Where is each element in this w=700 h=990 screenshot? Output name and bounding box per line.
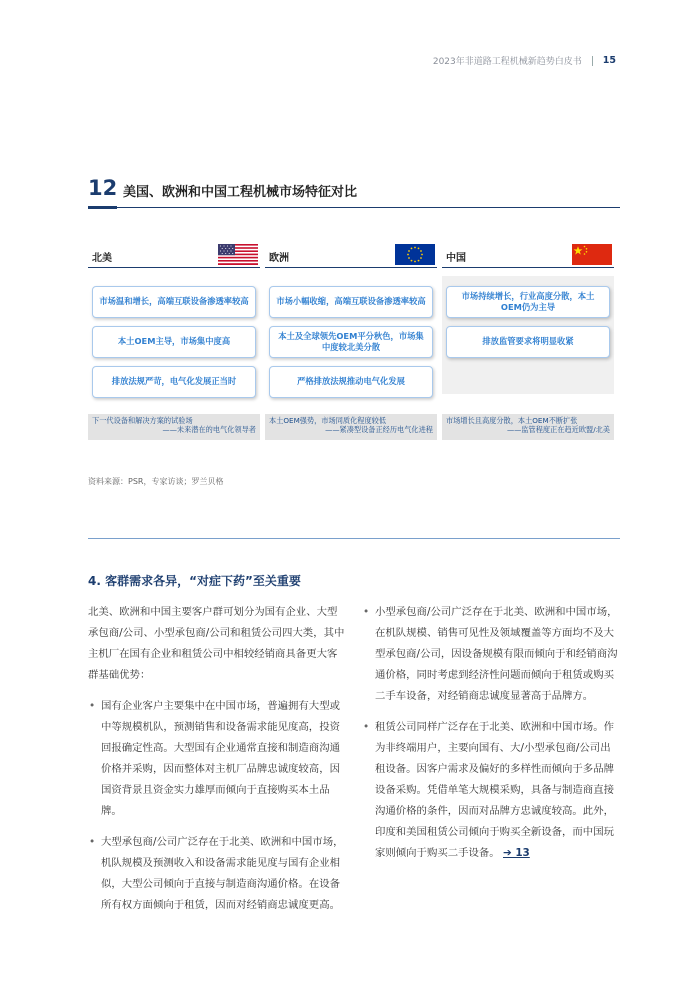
bullet-dot: • xyxy=(363,606,370,618)
eu-flag-icon xyxy=(395,244,435,265)
us-flag-icon xyxy=(218,244,258,265)
bullet-item xyxy=(88,696,346,822)
page-number: 15 xyxy=(602,55,616,66)
figure-title: 美国、欧洲和中国工程机械市场特征对比 xyxy=(123,185,358,200)
bullet-dot: • xyxy=(89,700,96,712)
intro-paragraph: 北美、欧洲和中国主要客户群可划分为国有企业、大型承包商/公司、小型承包商/公司和租赁公司四大类，其中主机厂在国有企业和租赁公司中相较经销商具备更大客群基础优势： xyxy=(88,606,345,681)
china-flag-icon xyxy=(572,244,612,265)
section-divider xyxy=(88,538,620,539)
column-label: 中国 xyxy=(446,253,466,264)
bullet-item xyxy=(362,602,620,707)
body-column-left xyxy=(88,602,346,926)
column-label: 欧洲 xyxy=(269,253,289,264)
report-title: 2023年非道路工程机械新趋势白皮书 xyxy=(432,57,582,67)
figure-number-underline xyxy=(88,206,117,209)
feature-card: 排放监管要求将明显收紧 xyxy=(446,326,610,358)
bullet-text: 小型承包商/公司广泛存在于北美、欧洲和中国市场，在机队规模、销售可见性及领域覆盖等方面均不及大型承包商/公司，因设备规模有限而倾向于和经销商沟通价格，同时考虑到经济性问题而倾向于租赁或购买二手车设备，对经销商忠诚度显著高于品牌方。 xyxy=(375,606,618,702)
bullet-text: 租赁公司同样广泛存在于北美、欧洲和中国市场。作为非终端用户，主要向国有、大/小型承包商/公司出租设备。因客户需求及偏好的多样性而倾向于多品牌设备采购。凭借单笔大规模采购，具备与制造商直接沟通价格的条件，因而对品牌方忠诚度较高。此外，印度和美国租赁公司倾向于购买全新设备，而中国玩家则倾向于购买二手设备。 xyxy=(375,721,614,859)
bullet-text: 国有企业客户主要集中在中国市场，普遍拥有大型或中等规模机队，预测销售和设备需求能见度高，投资回报确定性高。大型国有企业通常直接和制造商沟通价格并采购，因而整体对主机厂品牌忠诚度较高，因国资背景且资金实力雄厚而倾向于直接购买本土品牌。 xyxy=(101,700,340,817)
summary-note-line2: ——紧凑型设备正经历电气化进程 xyxy=(325,425,433,435)
bullet-item xyxy=(88,832,346,916)
summary-note-line1: 市场增长且高度分散，本土OEM不断扩张 xyxy=(446,416,578,425)
figure-title-bar xyxy=(88,176,620,208)
header-divider xyxy=(592,56,593,66)
column-label: 北美 xyxy=(92,253,112,264)
feature-card: 市场温和增长，高端互联设备渗透率较高 xyxy=(92,286,256,318)
figure-number: 12 xyxy=(88,176,118,200)
summary-note-line2: ——监管程度正在趋近欧盟/北美 xyxy=(506,425,610,435)
feature-card: 本土及全球领先OEM平分秋色，市场集中度较北美分散 xyxy=(269,326,433,358)
summary-note xyxy=(88,414,260,440)
summary-note-line1: 下一代设备和解决方案的试验场 xyxy=(92,416,193,425)
summary-note xyxy=(265,414,437,440)
feature-card: 市场小幅收缩，高端互联设备渗透率较高 xyxy=(269,286,433,318)
bullet-text: 大型承包商/公司广泛存在于北美、欧洲和中国市场，机队规模及预测收入和设备需求能见度与国有企业相似，大型公司倾向于直接与制造商沟通价格。在设备所有权方面倾向于租赁，因而对经销商忠诚度更高。 xyxy=(101,836,344,911)
feature-card: 严格排放法规推动电气化发展 xyxy=(269,366,433,398)
feature-card: 排放法规严苛，电气化发展正当时 xyxy=(92,366,256,398)
summary-note xyxy=(442,414,614,440)
column-header xyxy=(442,244,614,268)
column-north-america xyxy=(88,244,260,435)
column-header xyxy=(265,244,437,268)
cross-reference-link[interactable]: ➔ 13 xyxy=(503,847,530,859)
column-header xyxy=(88,244,260,268)
bullet-item xyxy=(362,717,620,864)
feature-card: 本土OEM主导，市场集中度高 xyxy=(92,326,256,358)
body-column-right xyxy=(362,602,620,874)
summary-note-line2: ——未来潜在的电气化领导者 xyxy=(162,425,256,435)
figure-source: 资料来源：PSR，专家访谈；罗兰贝格 xyxy=(88,477,224,486)
bullet-dot: • xyxy=(89,836,96,848)
feature-card: 市场持续增长，行业高度分散，本土OEM仍为主导 xyxy=(446,286,610,318)
section-title: 4. 客群需求各异，“对症下药”至关重要 xyxy=(88,574,301,588)
column-europe xyxy=(265,244,437,435)
running-header xyxy=(433,54,616,67)
summary-note-line1: 本土OEM强势，市场同质化程度较低 xyxy=(269,416,387,425)
bullet-dot: • xyxy=(363,721,370,733)
column-china xyxy=(442,244,614,435)
